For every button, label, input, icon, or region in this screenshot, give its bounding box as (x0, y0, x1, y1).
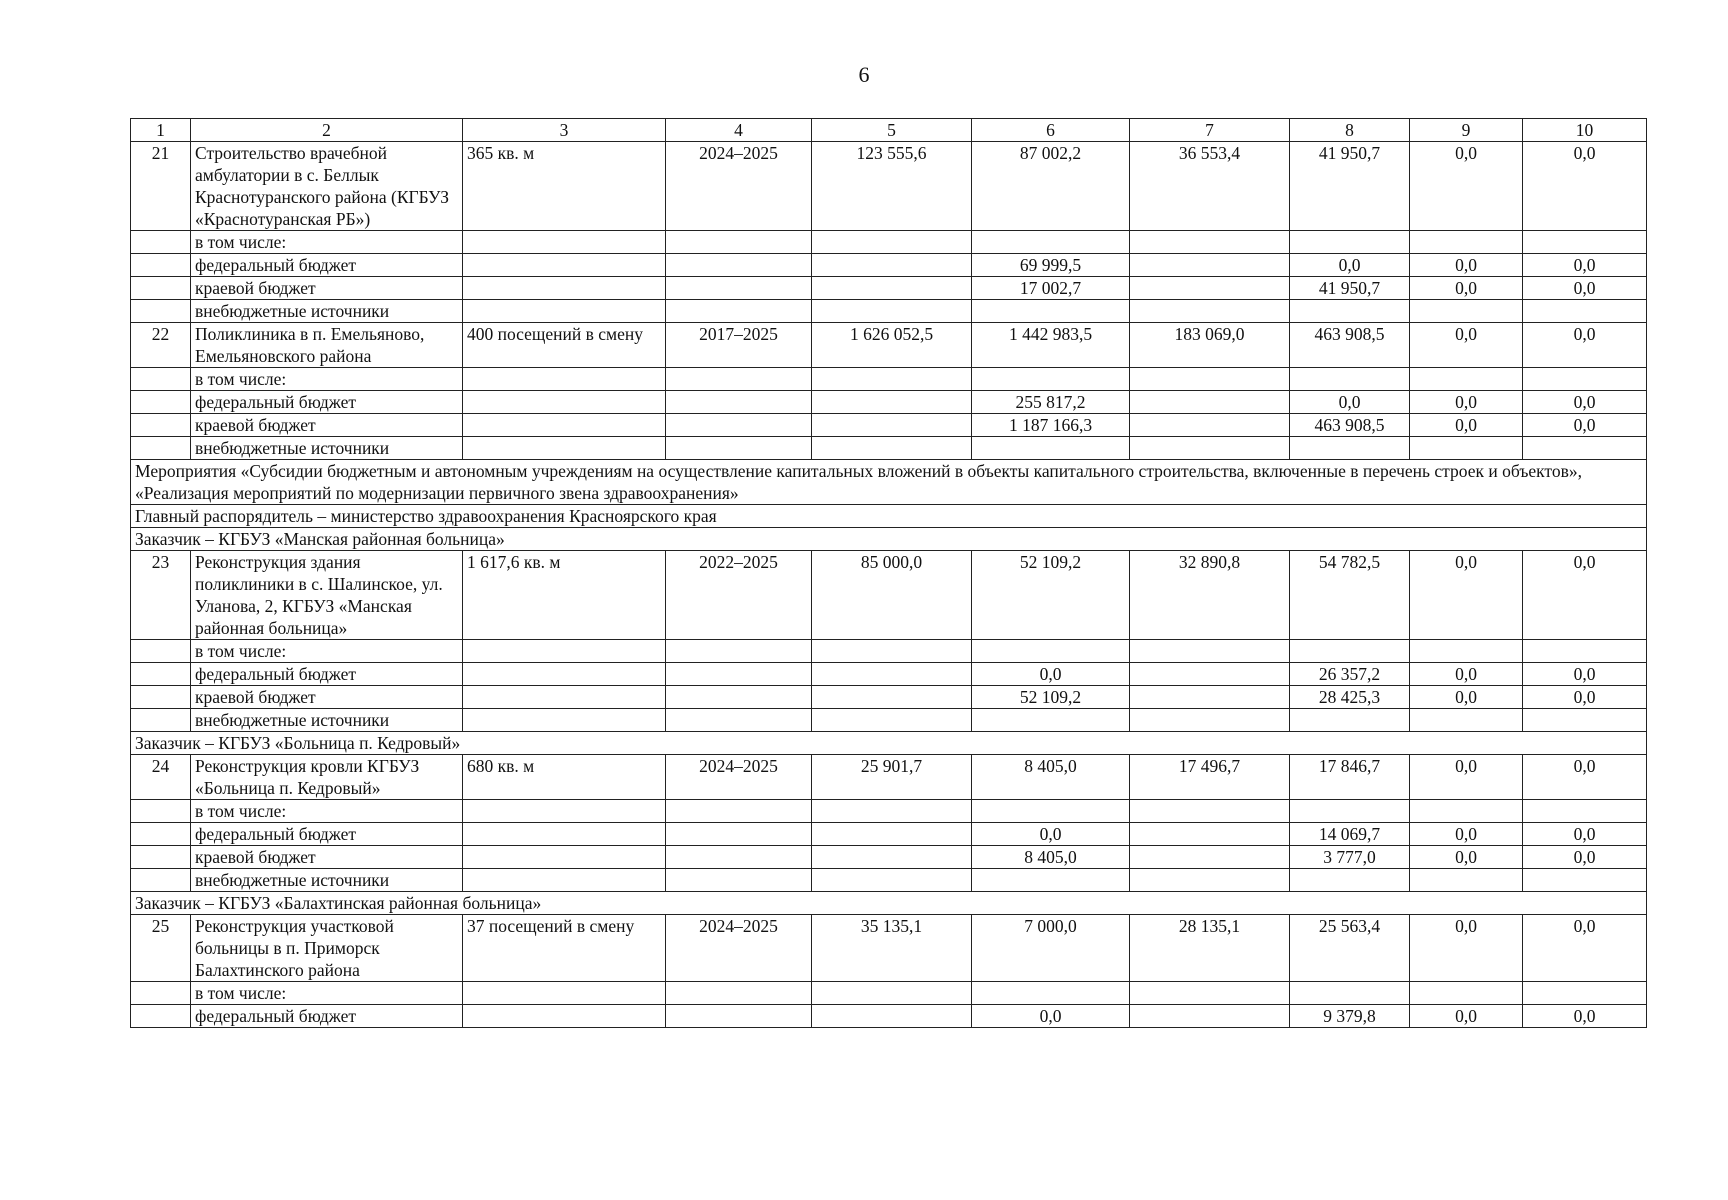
table-cell-col-9: 0,0 (1410, 254, 1523, 277)
table-cell-col-1: 24 (131, 755, 191, 800)
table-cell-col-9 (1410, 800, 1523, 823)
table-cell-col-5: 85 000,0 (812, 551, 972, 640)
table-cell-col-8: 463 908,5 (1290, 414, 1410, 437)
section-title: Заказчик – КГБУЗ «Манская районная больница» (131, 528, 1647, 551)
table-row (131, 1005, 1647, 1028)
table-cell-col-10 (1523, 231, 1647, 254)
table-cell-col-6: 255 817,2 (972, 391, 1130, 414)
table-cell-col-5: 25 901,7 (812, 755, 972, 800)
table-cell-col-7 (1130, 823, 1290, 846)
table-cell-col-9: 0,0 (1410, 391, 1523, 414)
table-cell-col-1 (131, 414, 191, 437)
table-cell-col-9: 0,0 (1410, 277, 1523, 300)
table-cell-col-6: 0,0 (972, 663, 1130, 686)
table-cell-col-1 (131, 277, 191, 300)
table-cell-col-10: 0,0 (1523, 142, 1647, 231)
table-cell-col-7 (1130, 231, 1290, 254)
table-cell-col-9 (1410, 300, 1523, 323)
table-cell-col-9 (1410, 437, 1523, 460)
table-cell-col-5: 123 555,6 (812, 142, 972, 231)
table-row (131, 982, 1647, 1005)
table-cell-col-7 (1130, 663, 1290, 686)
table-cell-col-8 (1290, 800, 1410, 823)
column-header-8: 8 (1290, 119, 1410, 142)
table-cell-col-2: в том числе: (191, 800, 463, 823)
table-cell-col-8 (1290, 300, 1410, 323)
table-cell-col-6: 0,0 (972, 1005, 1130, 1028)
table-cell-col-1 (131, 391, 191, 414)
table-cell-col-5 (812, 686, 972, 709)
table-cell-col-1 (131, 640, 191, 663)
table-cell-col-6: 0,0 (972, 823, 1130, 846)
table-cell-col-2: краевой бюджет (191, 277, 463, 300)
table-cell-col-10: 0,0 (1523, 277, 1647, 300)
table-cell-col-8: 28 425,3 (1290, 686, 1410, 709)
section-title: Главный распорядитель – министерство здравоохранения Красноярского края (131, 505, 1647, 528)
table-cell-col-8: 463 908,5 (1290, 323, 1410, 368)
table-cell-col-2: федеральный бюджет (191, 823, 463, 846)
table-cell-col-6: 1 442 983,5 (972, 323, 1130, 368)
table-cell-col-1 (131, 368, 191, 391)
table-cell-col-6: 7 000,0 (972, 915, 1130, 982)
table-cell-col-10 (1523, 437, 1647, 460)
table-cell-col-3 (463, 300, 666, 323)
table-cell-col-2: Реконструкция кровли КГБУЗ «Больница п. Кедровый» (191, 755, 463, 800)
table-cell-col-6 (972, 800, 1130, 823)
table-cell-col-10 (1523, 869, 1647, 892)
table-cell-col-3 (463, 846, 666, 869)
table-cell-col-2: краевой бюджет (191, 686, 463, 709)
section-title: Заказчик – КГБУЗ «Балахтинская районная больница» (131, 892, 1647, 915)
table-cell-col-1: 22 (131, 323, 191, 368)
table-cell-col-2: Строительство врачебной амбулатории в с. Беллык Краснотуранского района (КГБУЗ «Краснотуранская РБ») (191, 142, 463, 231)
table-cell-col-2: внебюджетные источники (191, 300, 463, 323)
table-cell-col-3 (463, 800, 666, 823)
table-cell-col-10: 0,0 (1523, 663, 1647, 686)
table-cell-col-5 (812, 640, 972, 663)
table-cell-col-7: 183 069,0 (1130, 323, 1290, 368)
table-cell-col-7 (1130, 640, 1290, 663)
table-cell-col-10: 0,0 (1523, 823, 1647, 846)
table-cell-col-2: в том числе: (191, 368, 463, 391)
table-cell-col-1 (131, 800, 191, 823)
table-cell-col-3 (463, 254, 666, 277)
table-cell-col-7 (1130, 686, 1290, 709)
table-cell-col-9 (1410, 231, 1523, 254)
table-cell-col-8 (1290, 709, 1410, 732)
table-cell-col-5: 1 626 052,5 (812, 323, 972, 368)
table-row (131, 709, 1647, 732)
table-cell-col-10 (1523, 709, 1647, 732)
table-cell-col-9 (1410, 368, 1523, 391)
table-cell-col-3 (463, 277, 666, 300)
table-cell-col-4 (666, 231, 812, 254)
table-cell-col-8 (1290, 869, 1410, 892)
table-cell-col-10: 0,0 (1523, 323, 1647, 368)
table-cell-col-4: 2024–2025 (666, 755, 812, 800)
table-row (131, 437, 1647, 460)
table-cell-col-7 (1130, 414, 1290, 437)
table-cell-col-3: 400 посещений в смену (463, 323, 666, 368)
table-cell-col-7 (1130, 709, 1290, 732)
table-cell-col-9: 0,0 (1410, 846, 1523, 869)
table-cell-col-10 (1523, 640, 1647, 663)
table-cell-col-5: 35 135,1 (812, 915, 972, 982)
column-header-10: 10 (1523, 119, 1647, 142)
table-cell-col-1 (131, 982, 191, 1005)
section-row (131, 528, 1647, 551)
table-cell-col-8 (1290, 368, 1410, 391)
section-row (131, 732, 1647, 755)
table-row (131, 755, 1647, 800)
table-row (131, 391, 1647, 414)
table-cell-col-8: 17 846,7 (1290, 755, 1410, 800)
column-header-3: 3 (463, 119, 666, 142)
header-row (131, 119, 1647, 142)
table-cell-col-5 (812, 1005, 972, 1028)
column-header-2: 2 (191, 119, 463, 142)
table-cell-col-2: федеральный бюджет (191, 1005, 463, 1028)
table-cell-col-2: краевой бюджет (191, 846, 463, 869)
table-cell-col-4 (666, 982, 812, 1005)
table-cell-col-5 (812, 846, 972, 869)
table-cell-col-7 (1130, 982, 1290, 1005)
table-cell-col-7 (1130, 391, 1290, 414)
table-cell-col-7 (1130, 869, 1290, 892)
table-cell-col-1 (131, 686, 191, 709)
table-cell-col-4: 2017–2025 (666, 323, 812, 368)
table-cell-col-6 (972, 300, 1130, 323)
table-cell-col-5 (812, 982, 972, 1005)
table-cell-col-8: 41 950,7 (1290, 277, 1410, 300)
table-cell-col-2: внебюджетные источники (191, 709, 463, 732)
table-cell-col-3 (463, 391, 666, 414)
table-cell-col-10 (1523, 300, 1647, 323)
table-cell-col-10 (1523, 800, 1647, 823)
table-cell-col-3: 37 посещений в смену (463, 915, 666, 982)
table-cell-col-10: 0,0 (1523, 414, 1647, 437)
table-cell-col-3: 1 617,6 кв. м (463, 551, 666, 640)
column-header-7: 7 (1130, 119, 1290, 142)
table-cell-col-10: 0,0 (1523, 846, 1647, 869)
table-row (131, 414, 1647, 437)
table-cell-col-1: 25 (131, 915, 191, 982)
table-cell-col-6: 17 002,7 (972, 277, 1130, 300)
table-cell-col-5 (812, 823, 972, 846)
table-cell-col-8: 3 777,0 (1290, 846, 1410, 869)
table-cell-col-8 (1290, 231, 1410, 254)
section-title: Мероприятия «Субсидии бюджетным и автономным учреждениям на осуществление капитальных вложений в объекты капитального строительства, включенные в перечень строек и объектов», «Реализация мероприятий по модернизации первичного звена здравоохранения» (131, 460, 1647, 505)
table-cell-col-7: 32 890,8 (1130, 551, 1290, 640)
table-cell-col-9: 0,0 (1410, 686, 1523, 709)
table-cell-col-1 (131, 823, 191, 846)
table-cell-col-4 (666, 414, 812, 437)
table-cell-col-2: Реконструкция участковой больницы в п. Приморск Балахтинского района (191, 915, 463, 982)
table-cell-col-10: 0,0 (1523, 755, 1647, 800)
table-cell-col-9: 0,0 (1410, 551, 1523, 640)
column-header-1: 1 (131, 119, 191, 142)
table-cell-col-5 (812, 663, 972, 686)
table-cell-col-3 (463, 823, 666, 846)
table-cell-col-2: внебюджетные источники (191, 869, 463, 892)
table-cell-col-8: 26 357,2 (1290, 663, 1410, 686)
table-cell-col-8: 0,0 (1290, 391, 1410, 414)
table-cell-col-10 (1523, 982, 1647, 1005)
table-cell-col-6: 8 405,0 (972, 755, 1130, 800)
table-cell-col-8: 9 379,8 (1290, 1005, 1410, 1028)
table-cell-col-4: 2022–2025 (666, 551, 812, 640)
table-row (131, 686, 1647, 709)
column-header-4: 4 (666, 119, 812, 142)
table-row (131, 231, 1647, 254)
table-row (131, 142, 1647, 231)
table-row (131, 846, 1647, 869)
table-cell-col-2: федеральный бюджет (191, 254, 463, 277)
table-cell-col-1 (131, 437, 191, 460)
section-row (131, 892, 1647, 915)
table-cell-col-3 (463, 1005, 666, 1028)
table-cell-col-3 (463, 231, 666, 254)
table-cell-col-7: 36 553,4 (1130, 142, 1290, 231)
table-cell-col-9 (1410, 709, 1523, 732)
table-cell-col-3 (463, 869, 666, 892)
table-row (131, 915, 1647, 982)
table-cell-col-6 (972, 869, 1130, 892)
table-cell-col-1 (131, 846, 191, 869)
table-cell-col-3 (463, 414, 666, 437)
table-cell-col-9 (1410, 982, 1523, 1005)
table-cell-col-8: 41 950,7 (1290, 142, 1410, 231)
table-cell-col-7: 17 496,7 (1130, 755, 1290, 800)
table-cell-col-8: 25 563,4 (1290, 915, 1410, 982)
table-cell-col-10: 0,0 (1523, 551, 1647, 640)
table-cell-col-7 (1130, 254, 1290, 277)
section-row (131, 505, 1647, 528)
table-cell-col-7 (1130, 300, 1290, 323)
table-cell-col-8: 14 069,7 (1290, 823, 1410, 846)
table-cell-col-3 (463, 982, 666, 1005)
table-cell-col-3 (463, 663, 666, 686)
table-cell-col-1 (131, 1005, 191, 1028)
table-cell-col-9: 0,0 (1410, 414, 1523, 437)
table-row (131, 368, 1647, 391)
table-cell-col-4 (666, 300, 812, 323)
table-cell-col-8: 0,0 (1290, 254, 1410, 277)
table-cell-col-1 (131, 300, 191, 323)
table-cell-col-5 (812, 368, 972, 391)
table-cell-col-7: 28 135,1 (1130, 915, 1290, 982)
table-cell-col-7 (1130, 800, 1290, 823)
table-cell-col-4 (666, 640, 812, 663)
table-cell-col-6 (972, 982, 1130, 1005)
table-cell-col-4 (666, 663, 812, 686)
table-cell-col-6: 1 187 166,3 (972, 414, 1130, 437)
table-cell-col-6: 69 999,5 (972, 254, 1130, 277)
table-cell-col-1 (131, 254, 191, 277)
table-cell-col-9 (1410, 869, 1523, 892)
table-cell-col-4 (666, 846, 812, 869)
table-cell-col-5 (812, 391, 972, 414)
table-cell-col-7 (1130, 368, 1290, 391)
table-cell-col-3 (463, 640, 666, 663)
table-cell-col-6 (972, 709, 1130, 732)
table-cell-col-10: 0,0 (1523, 1005, 1647, 1028)
table-cell-col-3: 365 кв. м (463, 142, 666, 231)
table-cell-col-8 (1290, 640, 1410, 663)
column-header-6: 6 (972, 119, 1130, 142)
table-row (131, 640, 1647, 663)
table-cell-col-4 (666, 1005, 812, 1028)
table-cell-col-10: 0,0 (1523, 254, 1647, 277)
table-cell-col-2: федеральный бюджет (191, 391, 463, 414)
table-cell-col-10: 0,0 (1523, 686, 1647, 709)
table-cell-col-5 (812, 231, 972, 254)
table-cell-col-3 (463, 686, 666, 709)
section-title: Заказчик – КГБУЗ «Больница п. Кедровый» (131, 732, 1647, 755)
table-cell-col-2: внебюджетные источники (191, 437, 463, 460)
table-cell-col-1: 23 (131, 551, 191, 640)
table-row (131, 551, 1647, 640)
table-cell-col-5 (812, 437, 972, 460)
table-row (131, 323, 1647, 368)
table-cell-col-9 (1410, 640, 1523, 663)
table-cell-col-4 (666, 391, 812, 414)
table-cell-col-4 (666, 277, 812, 300)
table-cell-col-2: федеральный бюджет (191, 663, 463, 686)
table-cell-col-1 (131, 869, 191, 892)
table-cell-col-5 (812, 709, 972, 732)
page-number: 6 (858, 62, 870, 87)
column-header-5: 5 (812, 119, 972, 142)
table-cell-col-4: 2024–2025 (666, 142, 812, 231)
table-row (131, 869, 1647, 892)
table-cell-col-8 (1290, 437, 1410, 460)
section-row (131, 460, 1647, 505)
table-cell-col-6 (972, 231, 1130, 254)
table-cell-col-4: 2024–2025 (666, 915, 812, 982)
table-cell-col-8 (1290, 982, 1410, 1005)
table-cell-col-2: Реконструкция здания поликлиники в с. Шалинское, ул. Уланова, 2, КГБУЗ «Манская районная больница» (191, 551, 463, 640)
table-row (131, 254, 1647, 277)
table-cell-col-7 (1130, 1005, 1290, 1028)
table-cell-col-5 (812, 254, 972, 277)
table-cell-col-5 (812, 300, 972, 323)
table-cell-col-9: 0,0 (1410, 915, 1523, 982)
table-cell-col-2: в том числе: (191, 982, 463, 1005)
table-cell-col-9: 0,0 (1410, 1005, 1523, 1028)
table-cell-col-2: в том числе: (191, 640, 463, 663)
table-cell-col-6: 87 002,2 (972, 142, 1130, 231)
table-cell-col-3 (463, 437, 666, 460)
table-cell-col-6: 52 109,2 (972, 686, 1130, 709)
table-cell-col-7 (1130, 277, 1290, 300)
table-cell-col-4 (666, 800, 812, 823)
table-cell-col-8: 54 782,5 (1290, 551, 1410, 640)
table-cell-col-4 (666, 686, 812, 709)
table-cell-col-4 (666, 869, 812, 892)
table-cell-col-9: 0,0 (1410, 755, 1523, 800)
table-cell-col-9: 0,0 (1410, 823, 1523, 846)
table-cell-col-7 (1130, 437, 1290, 460)
table-cell-col-9: 0,0 (1410, 663, 1523, 686)
table-row (131, 800, 1647, 823)
table-cell-col-5 (812, 869, 972, 892)
table-cell-col-3 (463, 709, 666, 732)
budget-table (130, 118, 1647, 1028)
table-cell-col-1 (131, 709, 191, 732)
table-cell-col-6 (972, 437, 1130, 460)
table-cell-col-10: 0,0 (1523, 391, 1647, 414)
table-cell-col-5 (812, 414, 972, 437)
table-cell-col-2: в том числе: (191, 231, 463, 254)
table-cell-col-10 (1523, 368, 1647, 391)
table-cell-col-3 (463, 368, 666, 391)
table-cell-col-1 (131, 231, 191, 254)
table-cell-col-4 (666, 823, 812, 846)
table-cell-col-4 (666, 254, 812, 277)
table-cell-col-2: краевой бюджет (191, 414, 463, 437)
table-cell-col-4 (666, 437, 812, 460)
table-cell-col-2: Поликлиника в п. Емельяново, Емельяновского района (191, 323, 463, 368)
table-cell-col-6 (972, 640, 1130, 663)
table-cell-col-5 (812, 800, 972, 823)
table-cell-col-9: 0,0 (1410, 323, 1523, 368)
table-cell-col-6: 8 405,0 (972, 846, 1130, 869)
table-cell-col-7 (1130, 846, 1290, 869)
table-cell-col-3: 680 кв. м (463, 755, 666, 800)
table-cell-col-9: 0,0 (1410, 142, 1523, 231)
table-cell-col-5 (812, 277, 972, 300)
table-cell-col-10: 0,0 (1523, 915, 1647, 982)
table-cell-col-4 (666, 368, 812, 391)
table-row (131, 823, 1647, 846)
table-row (131, 663, 1647, 686)
table-cell-col-4 (666, 709, 812, 732)
table-row (131, 300, 1647, 323)
column-header-9: 9 (1410, 119, 1523, 142)
table-row (131, 277, 1647, 300)
table-cell-col-1: 21 (131, 142, 191, 231)
table-cell-col-1 (131, 663, 191, 686)
table-cell-col-6 (972, 368, 1130, 391)
table-cell-col-6: 52 109,2 (972, 551, 1130, 640)
